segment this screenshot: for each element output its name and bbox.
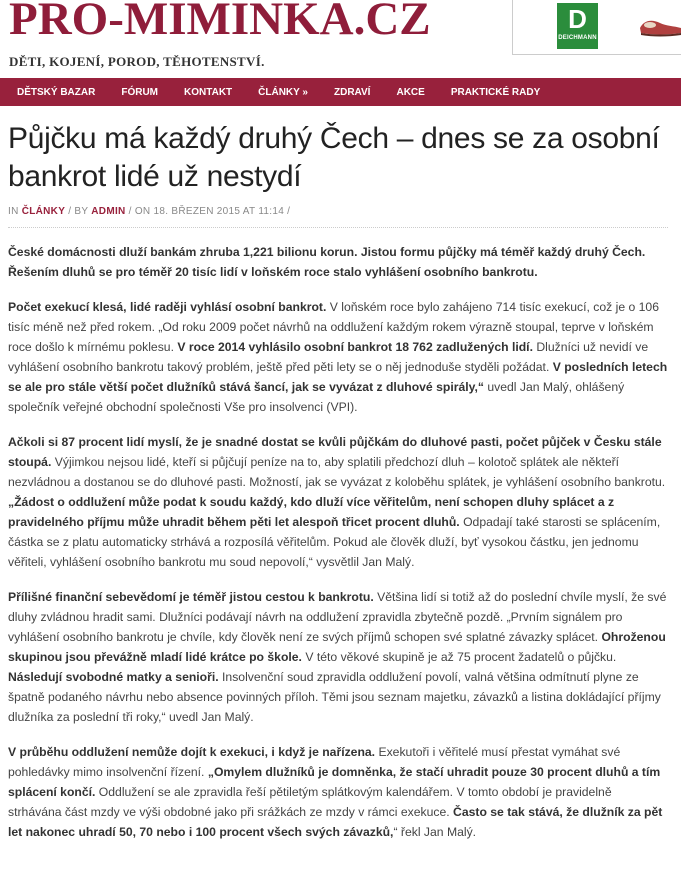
deichmann-logo[interactable] bbox=[557, 3, 598, 49]
paragraph-bold-text: Následují svobodné matky a senioři. bbox=[8, 670, 219, 684]
site-header bbox=[0, 0, 681, 78]
paragraph-bold-text: České domácnosti dluží bankám zhruba 1,221 bilionu korun. Jistou formu půjčky má téměř každý druhý Čech. Řešením dluhů se pro téměř 20 tisíc lidí v loňském roce stalo vyhlášení osobního bankrotu. bbox=[8, 245, 646, 279]
nav-item-prakticke-rady[interactable]: PRAKTICKÉ RADY bbox=[450, 86, 541, 98]
nav-item-clanky[interactable]: ČLÁNKY » bbox=[258, 86, 308, 98]
site-logo[interactable]: PRO-MIMINKA.CZ bbox=[9, 0, 431, 45]
paragraph-bold-text: „Omylem dlužníků je domněnka, že stačí uhradit pouze 30 procent dluhů a tím splácení končí. bbox=[8, 765, 661, 799]
article-title: Půjčku má každý druhý Čech – dnes se za osobní bankrot lidé už nestydí bbox=[8, 122, 660, 193]
paragraph-bold-text: Přílišné finanční sebevědomí je téměř jistou cestou k bankrotu. bbox=[8, 590, 374, 604]
paragraph-text: V této věkové skupině je až 75 procent žadatelů o půjčku. bbox=[301, 650, 617, 664]
nav-item-kontakt[interactable]: KONTAKT bbox=[184, 86, 233, 98]
article-paragraph bbox=[8, 432, 668, 572]
article-paragraph bbox=[8, 242, 668, 282]
ad-logo-brand: DEICHMANN bbox=[558, 35, 597, 41]
ad-logo-letter: D bbox=[568, 4, 587, 34]
paragraph-text: Dlužníci už nevidí ve vyhlášení osobního bankrotu takový problém, ještě před pěti lety se o něj jednoduše styděli požádat. bbox=[8, 340, 649, 374]
paragraph-text: V loňském roce bylo zahájeno 714 tisíc exekucí, což je o 106 tisíc méně než před rokem. „Od roku 2009 počet návrhů na oddlužení každým rokem výrazně stoupal, teprve v loňském roce došlo k mírnému poklesu. bbox=[8, 300, 659, 354]
shoe-image[interactable] bbox=[638, 14, 681, 38]
meta-date: / ON 18. BŘEZEN 2015 AT 11:14 / bbox=[128, 206, 291, 217]
paragraph-text: Oddlužení se ale zpravidla řeší pětiletým splátkovým kalendářem. V tomto období je pravidelně strhávána část mzdy ve výši obdobné jako při srážkách ze mzdy v rámci exekuce. bbox=[8, 785, 612, 819]
paragraph-bold-text: V průběhu oddlužení nemůže dojít k exekuci, i když je nařízena. bbox=[8, 745, 376, 759]
article-meta bbox=[8, 206, 668, 217]
meta-divider bbox=[8, 227, 668, 228]
meta-author-link[interactable]: ADMIN bbox=[91, 206, 126, 217]
site-tagline: DĚTI, KOJENÍ, POROD, TĚHOTENSTVÍ. bbox=[9, 54, 265, 69]
meta-category-link[interactable]: ČLÁNKY bbox=[21, 206, 66, 217]
paragraph-text: “ řekl Jan Malý. bbox=[393, 825, 477, 839]
nav-item-zdravi[interactable]: ZDRAVÍ bbox=[333, 86, 371, 98]
paragraph-bold-text: Ohroženou skupinou jsou převážně mladí lidé krátce po škole. bbox=[8, 630, 666, 664]
paragraph-text: Většina lidí si totiž až do poslední chvíle myslí, že své dluhy zvládnou hradit sami. Dlužníci podávají návrh na oddlužení zpravidla zbytečně pozdě. „Prvním signálem pro vyhlášení osobního bankrotu je chvíle, kdy člověk není ze svých příjmů schopen své splatné závazky splácet. bbox=[8, 590, 667, 644]
meta-by: / BY bbox=[68, 206, 89, 217]
paragraph-bold-text: Počet exekucí klesá, lidé raději vyhlásí osobní bankrot. bbox=[8, 300, 327, 314]
main-nav bbox=[0, 78, 681, 106]
paragraph-text: Exekutoři i věřitelé musí přestat vymáhat své pohledávky mimo insolvenční řízení. bbox=[8, 745, 621, 779]
nav-item-akce[interactable]: AKCE bbox=[396, 86, 425, 98]
paragraph-bold-text: Ačkoli si 87 procent lidí myslí, že je snadné dostat se kvůli půjčkám do dluhové pasti, počet půjček v Česku stále stoupá. bbox=[8, 435, 662, 469]
paragraph-bold-text: V roce 2014 vyhlásilo osobní bankrot 18 762 zadlužených lidí. bbox=[177, 340, 533, 354]
article bbox=[8, 120, 668, 857]
ad-banner[interactable] bbox=[512, 0, 681, 55]
paragraph-text: Výjimkou nejsou lidé, kteří si půjčují peníze na to, aby splatili předchozí dluh – kolotoč splátek ale někteří nezvládnou a dostanou se do dluhové pasti. Možností, jak se vyvázat z koloběhu splátek, je vyhlášení osobního bankrotu. bbox=[8, 455, 666, 489]
paragraph-bold-text: V posledních letech se ale pro stále větší počet dlužníků stává šancí, jak se vyvázat z dluhové spirály,“ bbox=[8, 360, 668, 394]
meta-in: IN bbox=[8, 206, 19, 217]
article-paragraph bbox=[8, 742, 668, 842]
article-body bbox=[8, 242, 668, 842]
paragraph-bold-text: „Žádost o oddlužení může podat k soudu každý, kdo dluží více věřitelům, není schopen dluhy splácet a z pravidelného příjmu může uhradit během pěti let alespoň třicet procent dluhů. bbox=[8, 495, 615, 529]
nav-item-detsky-bazar[interactable]: DĚTSKÝ BAZAR bbox=[17, 86, 96, 98]
paragraph-text: Insolvenční soud zpravidla oddlužení povolí, valná většina odmítnutí plyne ze špatně podaného návrhu nebo absence povinných příloh. Těmi jsou seznam majetku, závazků a listina dokládající příjmy dlužníka za poslední tři roky,“ uvedl Jan Malý. bbox=[8, 670, 661, 724]
paragraph-text: Odpadají také starosti se splácením, částka se z platu automaticky strhává a rozposílá věřitelům. Pokud ale člověk dluží, byť vysokou částku, jen jednomu věřiteli, vyhlášení osobního bankrotu mu soud nepovolí,“ vysvětlil Jan Malý. bbox=[8, 515, 661, 569]
paragraph-bold-text: Často se tak stává, že dlužník za pět let nakonec uhradí 50, 70 nebo i 100 procent všech svých závazků, bbox=[8, 805, 663, 839]
paragraph-text: uvedl Jan Malý, ohlášený společník veřejné obchodní společnosti Vše pro insolvenci (VPI). bbox=[8, 380, 625, 414]
article-paragraph bbox=[8, 297, 668, 417]
nav-item-forum[interactable]: FÓRUM bbox=[121, 86, 159, 98]
article-paragraph bbox=[8, 587, 668, 727]
